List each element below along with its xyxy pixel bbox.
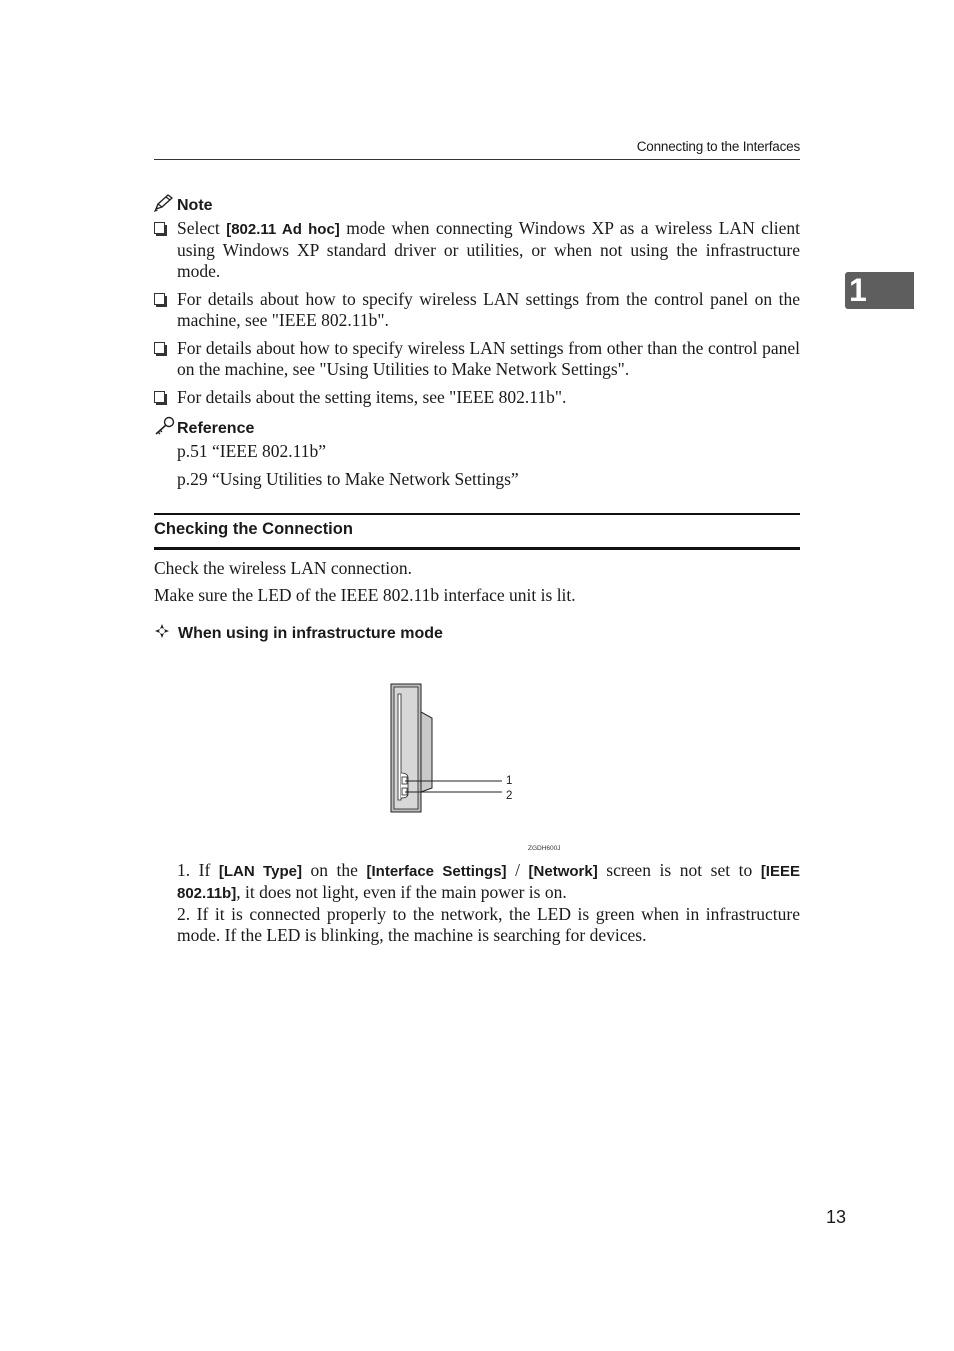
diamond-bullet-icon: [154, 623, 170, 644]
callout-label: 2: [506, 790, 513, 802]
callout-label: 1: [506, 775, 513, 787]
ui-key-label: [Interface Settings]: [366, 863, 507, 880]
checkbox-bullet-icon: [154, 342, 165, 354]
checkbox-bullet-icon: [154, 222, 165, 234]
subsection-heading-label: When using in infrastructure mode: [178, 624, 443, 642]
ui-key-label: [Network]: [528, 863, 598, 880]
figure-code: ZGDH600J: [528, 845, 561, 852]
note-item: For details about how to specify wireless LAN settings from the control panel on the machine, see "IEEE 802.11b".: [154, 289, 800, 331]
chapter-tab: 1: [845, 272, 914, 309]
step-item: 2. If it is connected properly to the network, the LED is green when in infrastructure mode. If the LED is blinking, the machine is searching for devices.: [177, 904, 800, 945]
note-item: For details about how to specify wireless LAN settings from other than the control panel on the machine, see "Using Utilities to Make Network Settings".: [154, 338, 800, 380]
page-number: 13: [826, 1207, 847, 1227]
interface-unit-diagram: [385, 680, 525, 825]
section-rule-top: [154, 513, 800, 515]
ui-key-label: [LAN Type]: [218, 863, 302, 880]
checkbox-bullet-icon: [154, 293, 165, 305]
header-rule: [154, 159, 800, 160]
section-rule-bottom: [154, 547, 800, 550]
note-item: For details about the setting items, see "IEEE 802.11b".: [154, 387, 800, 408]
subsection-heading: [154, 623, 443, 644]
pencil-icon: [154, 194, 174, 217]
body-paragraph: Make sure the LED of the IEEE 802.11b interface unit is lit.: [154, 585, 576, 605]
note-item: Select [802.11 Ad hoc] mode when connecting Windows XP as a wireless LAN client using Windows XP standard driver or utilities, or when not using the infrastructure mode.: [154, 218, 800, 282]
reference-link[interactable]: p.51 “IEEE 802.11b”: [177, 441, 327, 461]
step-item: 1. If [LAN Type] on the [Interface Settings] / [Network] screen is not set to [IEEE 802.11b], it does not light, even if the main power is on.: [177, 860, 800, 902]
note-heading-label: Note: [177, 196, 213, 214]
body-paragraph: Check the wireless LAN connection.: [154, 558, 413, 578]
running-header: Connecting to the Interfaces: [636, 139, 800, 154]
section-title: Checking the Connection: [154, 520, 353, 538]
key-icon: [154, 416, 176, 441]
reference-heading-label: Reference: [177, 419, 255, 437]
reference-link[interactable]: p.29 “Using Utilities to Make Network Settings”: [177, 469, 519, 489]
checkbox-bullet-icon: [154, 391, 165, 403]
reference-heading: [154, 416, 254, 441]
ui-key-label: [IEEE 802.11b]: [177, 863, 800, 902]
note-list: [154, 218, 800, 415]
ui-key-label: [802.11 Ad hoc]: [226, 221, 340, 238]
step-list: [177, 860, 800, 946]
note-heading: [154, 194, 213, 217]
